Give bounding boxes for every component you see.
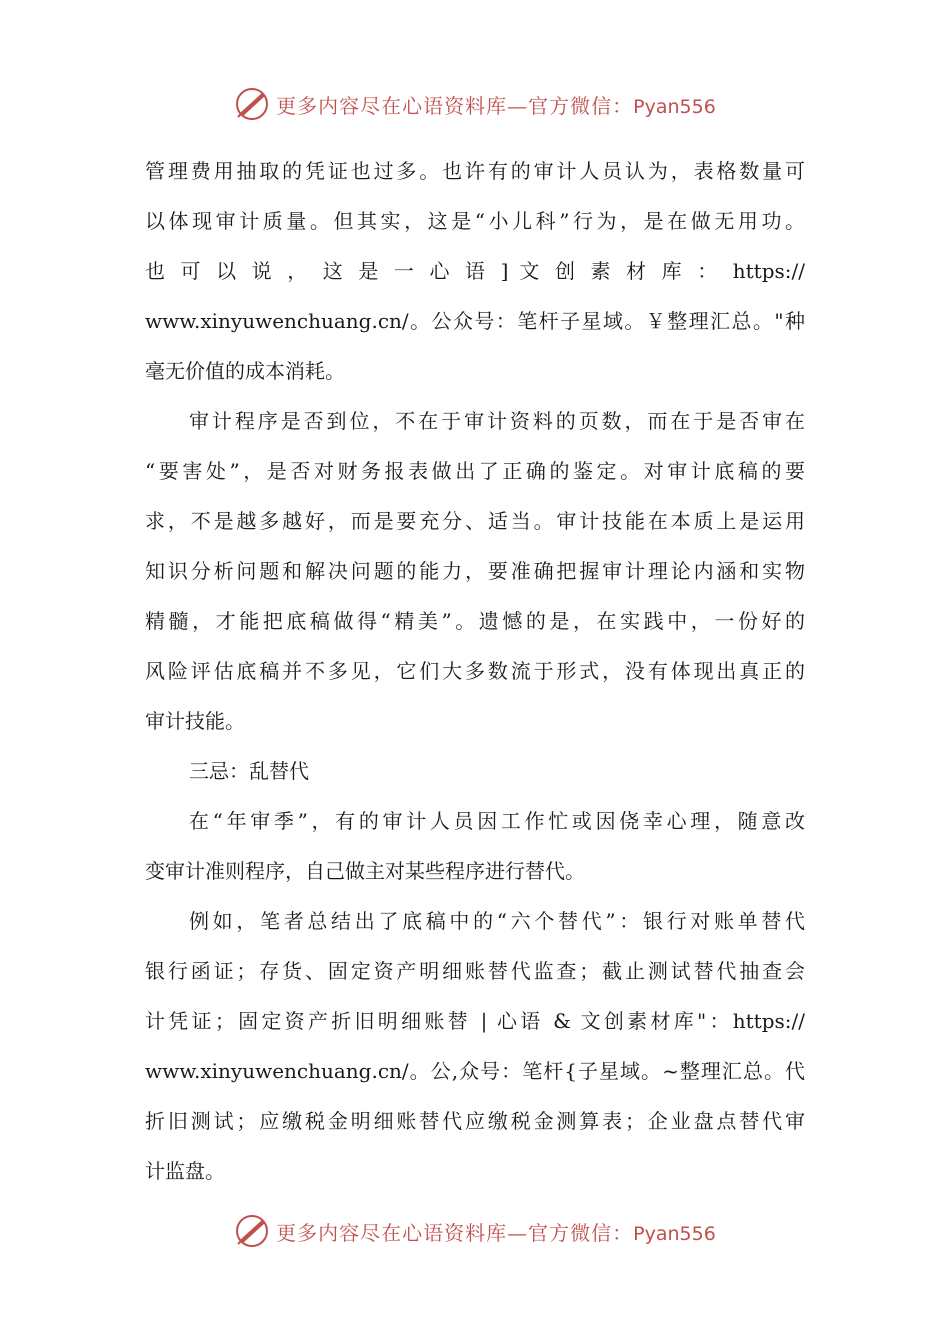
quill-logo-icon	[234, 1213, 270, 1249]
paragraph-first-line: 审计程序是否到位，不在于审计资料的页数，而在于是否审在	[189, 409, 805, 433]
text-line: www.xinyuwenchuang.cn/。公,众号：笔杆{子星域。~整理汇总。代	[145, 1059, 805, 1083]
text-line: 银行函证；存货、固定资产明细账替代监查；截止测试替代抽查会	[145, 959, 805, 983]
text-line: 管理费用抽取的凭证也过多。也许有的审计人员认为，表格数量可	[145, 159, 805, 183]
header-watermark-banner	[0, 84, 950, 124]
text-line: 变审计准则程序，自己做主对某些程序进行替代。	[145, 859, 585, 883]
text-line: 精髓，才能把底稿做得“精美”。遗憾的是，在实践中，一份好的	[145, 609, 805, 633]
document-body	[145, 146, 805, 1196]
footer-banner-text: 更多内容尽在心语资料库—官方微信：Pyan556	[276, 1220, 716, 1245]
text-line: “要害处”，是否对财务报表做出了正确的鉴定。对审计底稿的要	[145, 459, 805, 483]
text-line: 以体现审计质量。但其实，这是“小儿科”行为，是在做无用功。	[145, 209, 805, 233]
text-line: 计凭证；固定资产折旧明细账替 | 心语 & 文创素材库"：https://	[145, 1009, 805, 1033]
text-line: 折旧测试；应缴税金明细账替代应缴税金测算表；企业盘点替代审	[145, 1109, 805, 1133]
text-line: www.xinyuwenchuang.cn/。公众号：笔杆子星域。￥整理汇总。"种	[145, 309, 805, 333]
text-line: 审计技能。	[145, 709, 245, 733]
section-heading: 三忌：乱替代	[189, 759, 309, 783]
text-line: 计监盘。	[145, 1159, 225, 1183]
header-banner-text: 更多内容尽在心语资料库—官方微信：Pyan556	[276, 93, 716, 118]
paragraph-first-line: 在“年审季”，有的审计人员因工作忙或因侥幸心理，随意改	[189, 809, 805, 833]
text-line: 风险评估底稿并不多见，它们大多数流于形式，没有体现出真正的	[145, 659, 805, 683]
text-line: 毫无价值的成本消耗。	[145, 359, 345, 383]
paragraph-first-line: 例如，笔者总结出了底稿中的“六个替代”：银行对账单替代	[189, 909, 805, 933]
text-line: 求，不是越多越好，而是要充分、适当。审计技能在本质上是运用	[145, 509, 805, 533]
quill-logo-icon	[234, 86, 270, 122]
text-line: 知识分析问题和解决问题的能力，要准确把握审计理论内涵和实物	[145, 559, 805, 583]
footer-watermark-banner	[0, 1211, 950, 1251]
text-line: 也 可 以 说 ， 这 是 一 心 语 ] 文 创 素 材 库 ： https://	[145, 259, 805, 283]
